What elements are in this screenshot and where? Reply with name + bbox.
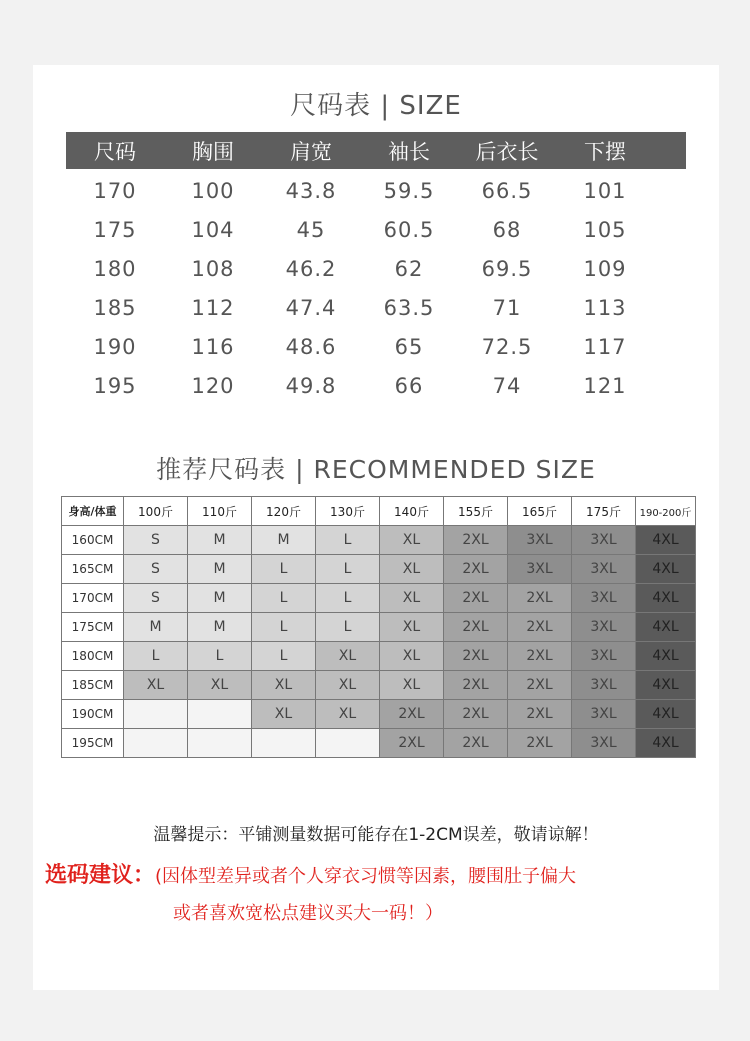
size-table-cell: 116 [191, 334, 235, 359]
size-cell: 2XL [380, 700, 444, 729]
height-row [62, 700, 696, 729]
size-cell: M [188, 526, 252, 555]
header-cell: 胸围 [192, 139, 234, 164]
size-table-row [66, 249, 686, 288]
size-cell: 3XL [572, 729, 636, 758]
size-cell [316, 729, 380, 758]
size-cell: 2XL [444, 526, 508, 555]
size-cell: 4XL [636, 555, 696, 584]
size-cell: XL [188, 671, 252, 700]
size-table-cell: 112 [191, 295, 235, 320]
size-table-cell: 72.5 [481, 334, 533, 359]
recommended-size-table [61, 496, 696, 758]
weight-header-cell: 155斤 [444, 497, 508, 526]
size-cell [188, 729, 252, 758]
size-cell: XL [252, 671, 316, 700]
header-cell: 袖长 [388, 139, 430, 164]
height-cell: 190CM [62, 700, 124, 729]
size-cell: 3XL [572, 555, 636, 584]
size-table-cell: 120 [191, 373, 235, 398]
size-table-header [66, 132, 686, 169]
height-cell: 185CM [62, 671, 124, 700]
size-table-cell: 113 [583, 295, 627, 320]
size-table-cell: 105 [583, 217, 627, 242]
header-cell: 尺码 [94, 139, 136, 164]
size-cell: XL [124, 671, 188, 700]
size-table-cell: 170 [93, 178, 137, 203]
size-cell [124, 700, 188, 729]
size-table-row [66, 366, 686, 405]
size-cell: L [316, 526, 380, 555]
advice-lead: 选码建议： [45, 863, 156, 888]
size-cell: XL [380, 642, 444, 671]
size-cell: L [316, 555, 380, 584]
header-cell: 肩宽 [290, 139, 332, 164]
size-table-cell: 71 [492, 295, 522, 320]
size-cell: XL [380, 613, 444, 642]
size-table-cell: 59.5 [383, 178, 435, 203]
size-cell [188, 700, 252, 729]
size-table-cell: 62 [394, 256, 424, 281]
weight-header-cell: 140斤 [380, 497, 444, 526]
height-row [62, 729, 696, 758]
size-cell: 4XL [636, 700, 696, 729]
size-table-cell: 190 [93, 334, 137, 359]
size-cell: 2XL [508, 642, 572, 671]
size-table-cell: 47.4 [285, 295, 337, 320]
size-cell: L [316, 584, 380, 613]
weight-header-cell: 120斤 [252, 497, 316, 526]
corner-cell: 身高/体重 [62, 497, 124, 526]
size-cell: 2XL [444, 671, 508, 700]
size-advice [45, 858, 715, 925]
size-table-cell: 109 [583, 256, 627, 281]
size-table-cell: 104 [191, 217, 235, 242]
height-cell: 160CM [62, 526, 124, 555]
size-cell: 2XL [380, 729, 444, 758]
size-cell: M [124, 613, 188, 642]
size-cell: XL [316, 642, 380, 671]
size-cell: 3XL [572, 700, 636, 729]
size-cell: L [124, 642, 188, 671]
size-chart-card [33, 65, 719, 990]
advice-line2: 或者喜欢宽松点建议买大一码！） [173, 903, 443, 924]
size-cell [124, 729, 188, 758]
size-cell: 3XL [508, 555, 572, 584]
size-cell: XL [380, 526, 444, 555]
size-cell: 2XL [508, 613, 572, 642]
size-table-cell: 175 [93, 217, 137, 242]
size-cell: XL [316, 671, 380, 700]
recommended-table-title: 推荐尺码表 | RECOMMENDED SIZE [156, 455, 596, 484]
size-cell: 3XL [508, 526, 572, 555]
weight-header-cell: 190-200斤 [636, 497, 696, 526]
size-cell: S [124, 584, 188, 613]
height-row [62, 526, 696, 555]
size-cell: S [124, 555, 188, 584]
size-cell: 2XL [444, 729, 508, 758]
size-cell: 2XL [444, 584, 508, 613]
size-table-cell: 117 [583, 334, 627, 359]
size-table-cell: 121 [583, 373, 627, 398]
size-cell: 4XL [636, 584, 696, 613]
size-cell: XL [316, 700, 380, 729]
size-cell: XL [380, 555, 444, 584]
height-cell: 175CM [62, 613, 124, 642]
size-cell: XL [380, 671, 444, 700]
size-cell: S [124, 526, 188, 555]
header-cell: 下摆 [584, 139, 626, 164]
size-table-cell: 66 [394, 373, 424, 398]
size-table-cell: 45 [296, 217, 326, 242]
size-table-cell: 68 [492, 217, 522, 242]
size-cell: 4XL [636, 642, 696, 671]
size-table-cell: 180 [93, 256, 137, 281]
size-cell: M [188, 555, 252, 584]
size-table-cell: 100 [191, 178, 235, 203]
weight-header-cell: 100斤 [124, 497, 188, 526]
height-cell: 170CM [62, 584, 124, 613]
height-row [62, 584, 696, 613]
size-cell: 2XL [444, 613, 508, 642]
size-cell: 2XL [444, 555, 508, 584]
size-cell: 3XL [572, 642, 636, 671]
weight-header-cell: 110斤 [188, 497, 252, 526]
size-cell: 3XL [572, 584, 636, 613]
size-cell: M [188, 613, 252, 642]
weight-header-cell: 130斤 [316, 497, 380, 526]
size-cell: 4XL [636, 671, 696, 700]
size-table-body [66, 171, 686, 405]
size-table-row [66, 210, 686, 249]
size-cell: 2XL [444, 642, 508, 671]
size-cell: 2XL [508, 729, 572, 758]
size-table-cell: 74 [492, 373, 522, 398]
size-table-cell: 60.5 [383, 217, 435, 242]
size-table-cell: 69.5 [481, 256, 533, 281]
size-table-row [66, 327, 686, 366]
size-table-cell: 101 [583, 178, 627, 203]
size-table-cell: 48.6 [285, 334, 337, 359]
size-cell: L [252, 584, 316, 613]
height-row [62, 555, 696, 584]
weight-header-cell: 165斤 [508, 497, 572, 526]
size-cell: M [188, 584, 252, 613]
size-cell: L [252, 613, 316, 642]
size-table-title: 尺码表 | SIZE [290, 91, 462, 121]
size-cell: L [188, 642, 252, 671]
weight-header-cell: 175斤 [572, 497, 636, 526]
size-table-cell: 66.5 [481, 178, 533, 203]
size-cell: 3XL [572, 613, 636, 642]
size-cell: 4XL [636, 729, 696, 758]
size-cell: 3XL [572, 526, 636, 555]
size-table-cell: 43.8 [285, 178, 337, 203]
size-cell: XL [380, 584, 444, 613]
size-table-cell: 185 [93, 295, 137, 320]
size-table-row [66, 171, 686, 210]
header-cell: 后衣长 [475, 139, 539, 164]
size-table-row [66, 288, 686, 327]
size-table-cell: 63.5 [383, 295, 435, 320]
size-cell: XL [252, 700, 316, 729]
size-cell: 2XL [508, 671, 572, 700]
advice-line1: (因体型差异或者个人穿衣习惯等因素，腰围肚子偏大 [155, 866, 577, 887]
size-cell: 4XL [636, 526, 696, 555]
size-table-cell: 46.2 [285, 256, 337, 281]
height-row [62, 671, 696, 700]
height-cell: 165CM [62, 555, 124, 584]
measurement-tip: 温馨提示：平铺测量数据可能存在1-2CM误差，敬请谅解！ [153, 825, 599, 845]
size-cell: M [252, 526, 316, 555]
size-table-cell: 65 [394, 334, 424, 359]
height-row [62, 642, 696, 671]
size-cell: L [252, 555, 316, 584]
size-cell: 2XL [444, 700, 508, 729]
size-cell: 3XL [572, 671, 636, 700]
size-table-cell: 108 [191, 256, 235, 281]
size-cell: 2XL [508, 584, 572, 613]
size-cell: L [316, 613, 380, 642]
size-cell: 4XL [636, 613, 696, 642]
size-table-cell: 195 [93, 373, 137, 398]
size-table-cell: 49.8 [285, 373, 337, 398]
height-row [62, 613, 696, 642]
height-cell: 195CM [62, 729, 124, 758]
height-cell: 180CM [62, 642, 124, 671]
weight-header-row [62, 497, 696, 526]
size-cell: 2XL [508, 700, 572, 729]
size-cell: L [252, 642, 316, 671]
size-cell [252, 729, 316, 758]
